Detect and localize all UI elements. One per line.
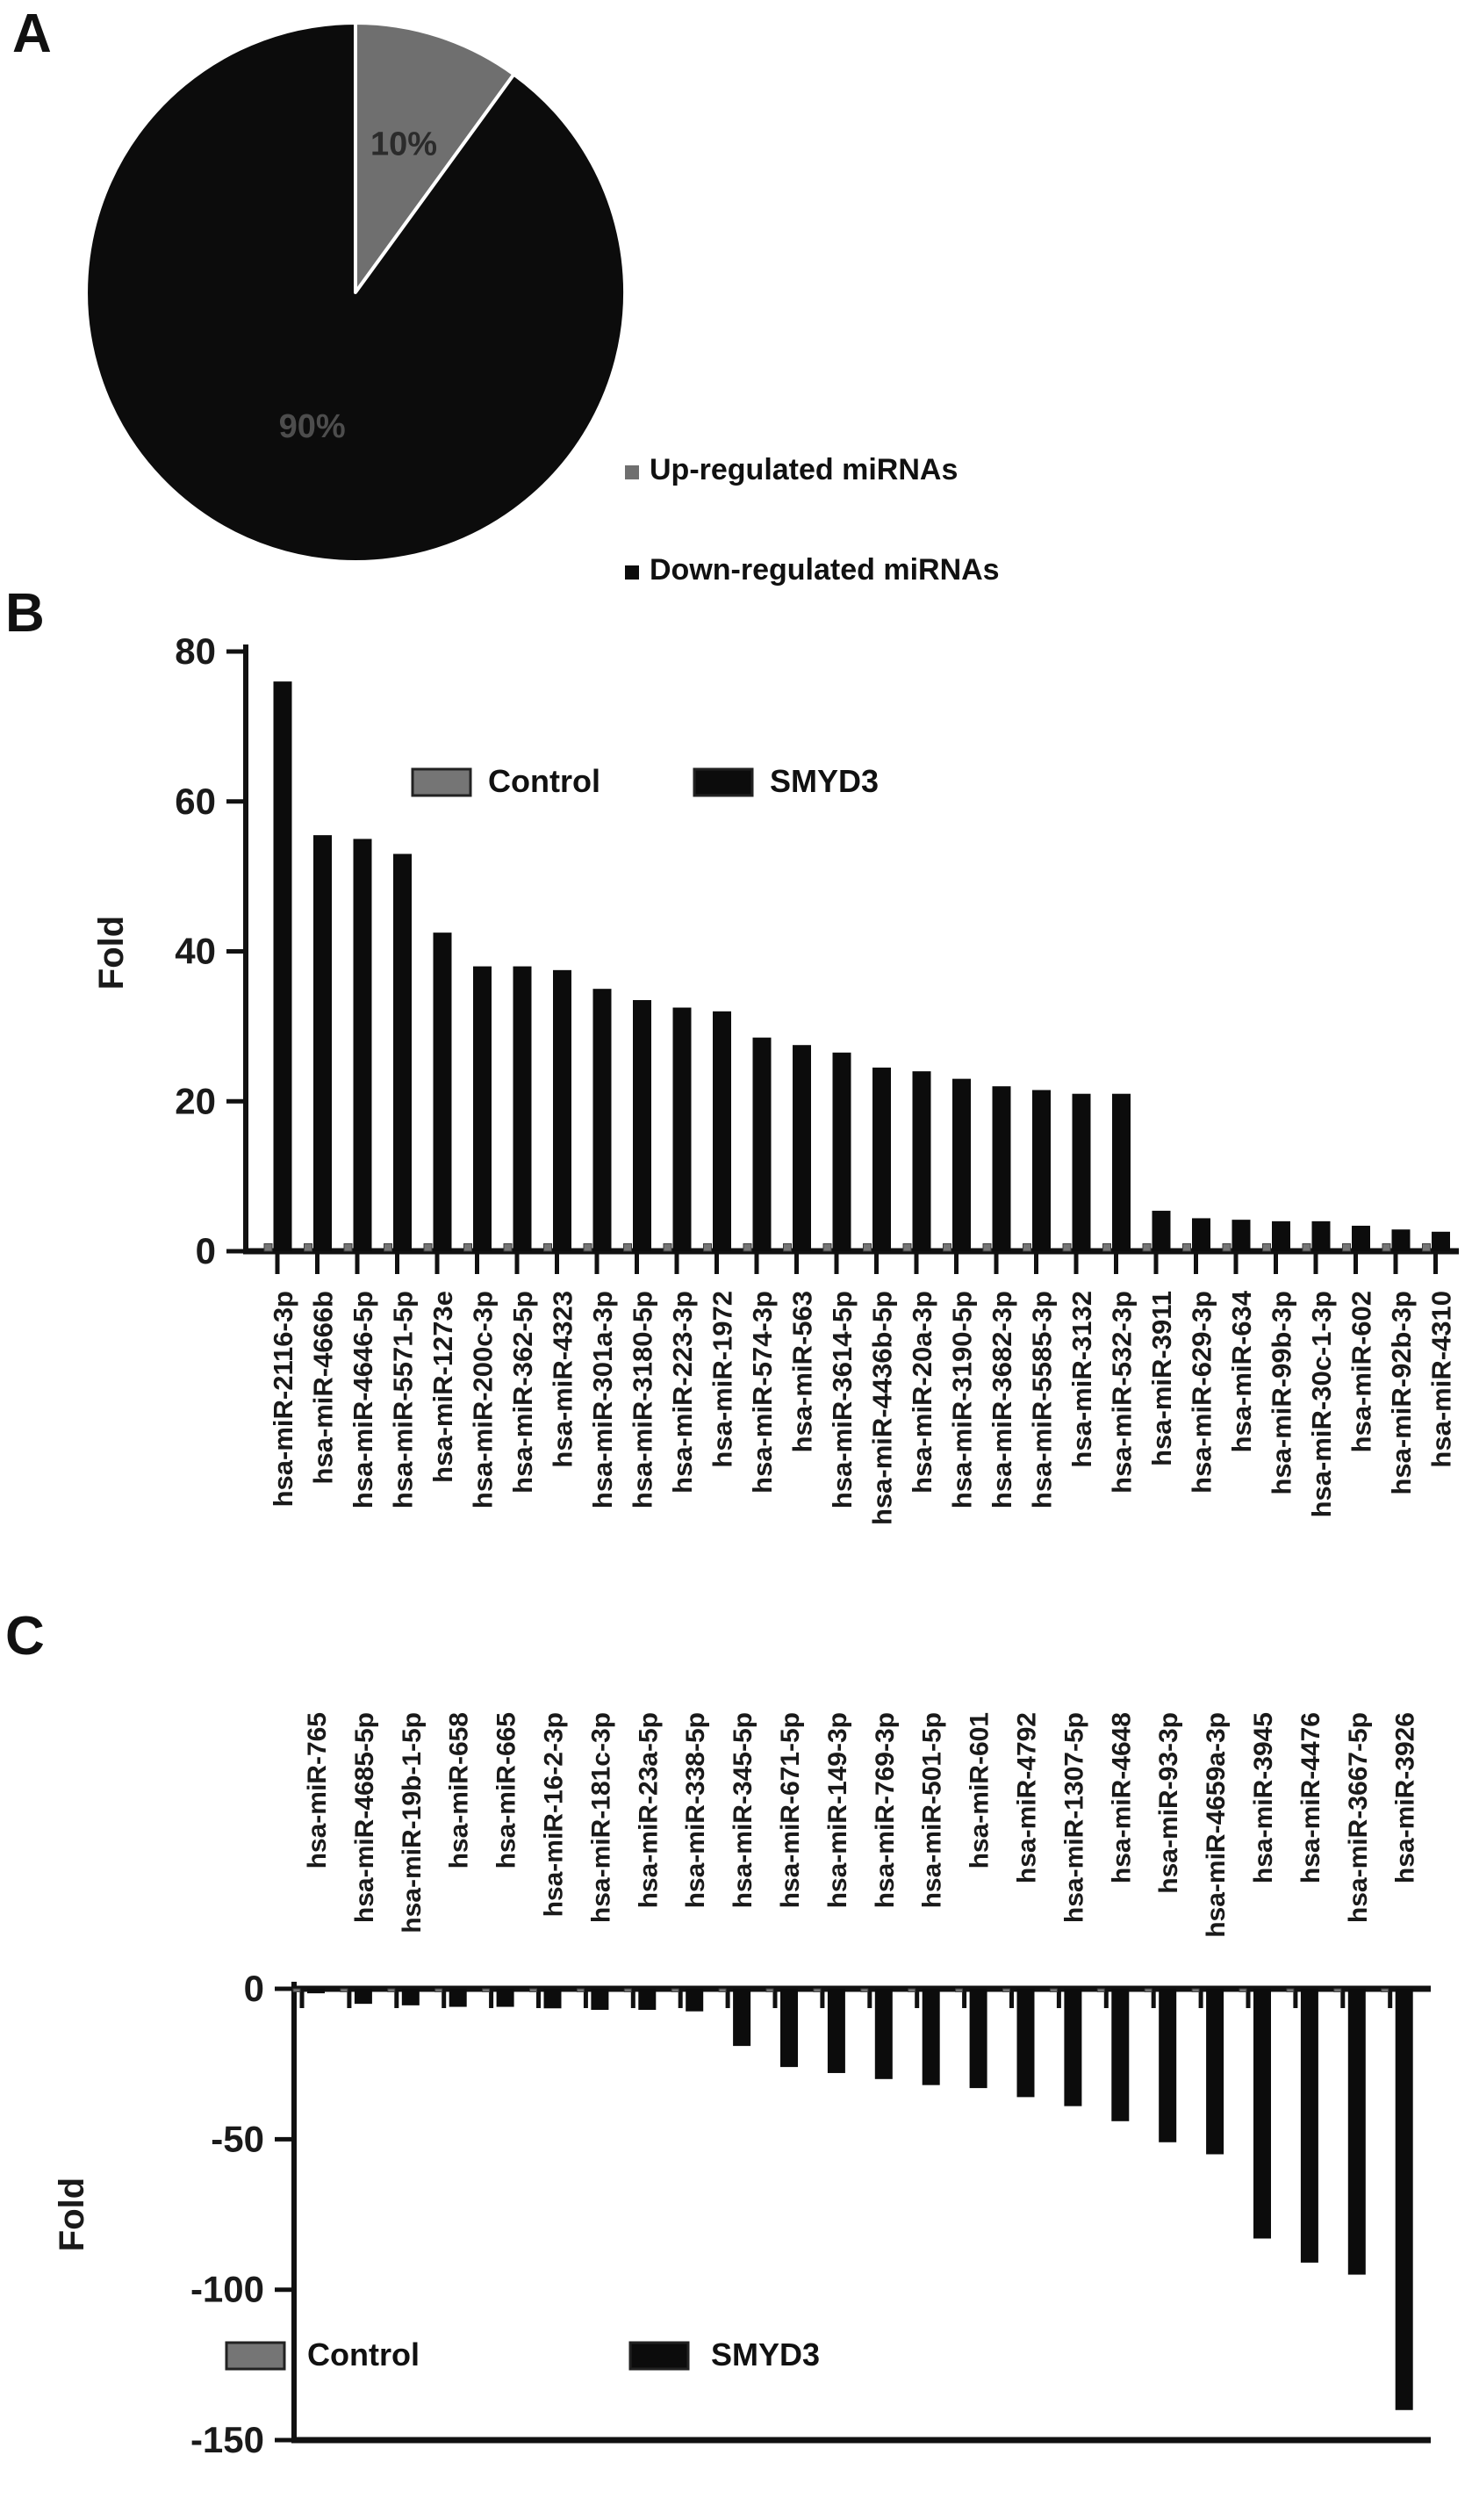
y-tick-label: 40 xyxy=(175,930,216,972)
smyd3-bar-hsa-miR-19b-1-5p xyxy=(402,1989,420,2005)
smyd3-bar-hsa-miR-634 xyxy=(1232,1220,1251,1251)
category-label: hsa-miR-99b-3p xyxy=(1266,1291,1297,1495)
smyd3-bar-hsa-miR-765 xyxy=(307,1989,325,1993)
category-label: hsa-miR-3180-5p xyxy=(627,1291,658,1509)
category-label: hsa-miR-200c-3p xyxy=(467,1291,499,1509)
control-bar-hsa-miR-23a-5p xyxy=(624,1989,631,1991)
smyd3-bar-hsa-miR-3190-5p xyxy=(952,1079,971,1251)
category-label: hsa-miR-4659a-3p xyxy=(1202,1712,1231,1938)
category-label: hsa-miR-501-5p xyxy=(917,1712,947,1909)
control-bar-hsa-miR-1307-5p xyxy=(1050,1989,1057,1991)
control-bar-hsa-miR-301a-3p xyxy=(584,1243,592,1251)
category-label: hsa-miR-3911 xyxy=(1146,1291,1177,1466)
control-bar-hsa-miR-2116-3p xyxy=(264,1243,272,1251)
control-bar-hsa-miR-532-3p xyxy=(1103,1243,1111,1251)
control-bar-hsa-miR-3667-5p xyxy=(1334,1989,1341,1991)
smyd3-bar-hsa-miR-4685-5p xyxy=(355,1989,372,2004)
control-bar-hsa-miR-200c-3p xyxy=(464,1243,472,1251)
category-label: hsa-miR-19b-1-5p xyxy=(397,1712,427,1933)
smyd3-bar-hsa-miR-3614-5p xyxy=(833,1053,851,1251)
legend-label-smyd3: SMYD3 xyxy=(770,763,880,799)
category-label: hsa-miR-4792 xyxy=(1012,1712,1042,1884)
category-label: hsa-miR-629-3p xyxy=(1186,1291,1217,1494)
category-label: hsa-miR-769-3p xyxy=(870,1712,900,1909)
smyd3-bar-hsa-miR-1273e xyxy=(434,932,452,1251)
smyd3-bar-hsa-miR-769-3p xyxy=(875,1989,893,2079)
control-bar-hsa-miR-1273e xyxy=(424,1243,432,1251)
smyd3-bar-hsa-miR-671-5p xyxy=(780,1989,798,2067)
control-bar-hsa-miR-19b-1-5p xyxy=(388,1989,395,1991)
smyd3-bar-hsa-miR-501-5p xyxy=(923,1989,940,2085)
category-label: hsa-miR-4323 xyxy=(547,1291,578,1468)
smyd3-bar-hsa-miR-4646-5p xyxy=(354,839,372,1251)
control-bar-hsa-miR-4476 xyxy=(1287,1989,1294,1991)
control-bar-hsa-miR-5571-5p xyxy=(384,1243,392,1251)
category-label: hsa-miR-20a-3p xyxy=(907,1291,937,1494)
legend-swatch-smyd3-icon xyxy=(694,769,752,796)
control-bar-hsa-miR-602 xyxy=(1343,1243,1351,1251)
smyd3-bar-hsa-miR-5571-5p xyxy=(393,854,412,1251)
category-label: hsa-miR-345-5p xyxy=(729,1712,758,1909)
category-label: hsa-miR-223-3p xyxy=(667,1291,698,1494)
control-bar-hsa-miR-20a-3p xyxy=(903,1243,911,1251)
control-bar-hsa-miR-4323 xyxy=(544,1243,552,1251)
category-label: hsa-miR-4666b xyxy=(307,1291,339,1485)
category-label: hsa-miR-1273e xyxy=(427,1291,458,1483)
control-bar-hsa-miR-181c-3p xyxy=(577,1989,584,1991)
pie-legend-swatch-down-icon xyxy=(625,565,639,580)
control-bar-hsa-miR-223-3p xyxy=(664,1243,671,1251)
smyd3-bar-hsa-miR-4792 xyxy=(1017,1989,1035,2097)
category-label: hsa-miR-338-5p xyxy=(681,1712,711,1909)
control-bar-hsa-miR-769-3p xyxy=(861,1989,868,1991)
category-label: hsa-miR-1972 xyxy=(707,1291,738,1468)
y-tick-label: -150 xyxy=(190,2419,264,2461)
smyd3-bar-hsa-miR-99b-3p xyxy=(1272,1221,1290,1251)
control-bar-hsa-miR-4646-5p xyxy=(344,1243,352,1251)
control-bar-hsa-miR-3911 xyxy=(1143,1243,1151,1251)
smyd3-bar-hsa-miR-1307-5p xyxy=(1064,1989,1081,2106)
control-bar-hsa-miR-634 xyxy=(1223,1243,1231,1251)
control-bar-hsa-miR-574-3p xyxy=(743,1243,751,1251)
pie-slice-down-regulated-mirnas xyxy=(86,23,625,562)
smyd3-bar-hsa-miR-20a-3p xyxy=(913,1071,931,1251)
smyd3-bar-hsa-miR-3682-3p xyxy=(993,1086,1011,1251)
category-label: hsa-miR-601 xyxy=(965,1712,994,1869)
control-bar-hsa-miR-4659a-3p xyxy=(1192,1989,1199,1991)
smyd3-bar-hsa-miR-30c-1-3p xyxy=(1312,1221,1331,1251)
legend-swatch-control-icon xyxy=(413,769,470,796)
smyd3-bar-hsa-miR-3180-5p xyxy=(633,1000,651,1251)
control-bar-hsa-miR-3926 xyxy=(1382,1989,1389,1991)
control-bar-hsa-miR-765 xyxy=(293,1989,300,1991)
category-label: hsa-miR-3945 xyxy=(1249,1712,1278,1884)
smyd3-bar-hsa-miR-92b-3p xyxy=(1392,1229,1411,1251)
smyd3-bar-hsa-miR-4323 xyxy=(553,970,571,1251)
smyd3-bar-hsa-miR-362-5p xyxy=(513,967,532,1251)
smyd3-bar-hsa-miR-93-3p xyxy=(1159,1989,1176,2142)
category-label: hsa-miR-3667-5p xyxy=(1343,1712,1373,1924)
pie-chart-panel-a xyxy=(86,23,1000,587)
panel-c-letter: C xyxy=(5,1606,45,1667)
control-bar-hsa-miR-4792 xyxy=(1003,1989,1010,1991)
smyd3-bar-hsa-miR-658 xyxy=(449,1989,467,2007)
category-label: hsa-miR-23a-5p xyxy=(634,1712,664,1909)
category-label: hsa-miR-16-2-3p xyxy=(539,1712,569,1918)
control-bar-hsa-miR-93-3p xyxy=(1145,1989,1152,1991)
control-bar-hsa-miR-4310 xyxy=(1423,1243,1431,1251)
category-label: hsa-miR-671-5p xyxy=(776,1712,805,1909)
pie-slice-value-label: 10% xyxy=(370,126,438,163)
control-bar-hsa-miR-338-5p xyxy=(671,1989,679,1991)
category-label: hsa-miR-4310 xyxy=(1425,1291,1457,1468)
panel-c-bars xyxy=(53,1712,1431,2460)
control-bar-hsa-miR-601 xyxy=(956,1989,963,1991)
y-tick-label: 0 xyxy=(243,1968,264,2009)
smyd3-bar-hsa-miR-3132 xyxy=(1073,1094,1091,1251)
control-bar-hsa-miR-671-5p xyxy=(766,1989,773,1991)
control-bar-hsa-miR-4648 xyxy=(1097,1989,1104,1991)
panel-b-letter: B xyxy=(5,583,45,644)
legend-swatch-control-icon xyxy=(226,2343,284,2369)
category-label: hsa-miR-3132 xyxy=(1066,1291,1097,1468)
smyd3-bar-hsa-miR-3945 xyxy=(1253,1989,1271,2238)
smyd3-bar-hsa-miR-4648 xyxy=(1111,1989,1129,2121)
smyd3-bar-hsa-miR-574-3p xyxy=(753,1038,772,1251)
category-label: hsa-miR-301a-3p xyxy=(587,1291,618,1509)
smyd3-bar-hsa-miR-16-2-3p xyxy=(544,1989,562,2008)
category-label: hsa-miR-181c-3p xyxy=(586,1712,616,1924)
smyd3-bar-hsa-miR-532-3p xyxy=(1112,1094,1131,1251)
y-tick-label: -50 xyxy=(211,2118,264,2160)
category-label: hsa-miR-93-3p xyxy=(1154,1712,1184,1894)
smyd3-bar-hsa-miR-338-5p xyxy=(686,1989,703,2012)
category-label: hsa-miR-3190-5p xyxy=(946,1291,978,1509)
pie-legend-label: Down-regulated miRNAs xyxy=(650,553,1000,587)
control-bar-hsa-miR-3190-5p xyxy=(944,1243,951,1251)
panel-b-bars xyxy=(92,630,1459,1525)
category-label: hsa-miR-1307-5p xyxy=(1059,1712,1089,1924)
smyd3-bar-hsa-miR-3911 xyxy=(1152,1211,1171,1251)
smyd3-bar-hsa-miR-301a-3p xyxy=(593,989,612,1251)
category-label: hsa-miR-92b-3p xyxy=(1386,1291,1417,1495)
control-bar-hsa-miR-16-2-3p xyxy=(530,1989,537,1991)
control-bar-hsa-miR-4436b-5p xyxy=(864,1243,872,1251)
control-bar-hsa-miR-3682-3p xyxy=(983,1243,991,1251)
category-label: hsa-miR-563 xyxy=(786,1291,818,1453)
control-bar-hsa-miR-30c-1-3p xyxy=(1303,1243,1310,1251)
category-label: hsa-miR-532-3p xyxy=(1106,1291,1138,1494)
control-bar-hsa-miR-1972 xyxy=(704,1243,712,1251)
smyd3-bar-hsa-miR-4310 xyxy=(1432,1232,1450,1251)
smyd3-bar-hsa-miR-601 xyxy=(970,1989,987,2088)
legend-swatch-smyd3-icon xyxy=(630,2343,688,2369)
y-axis-title: Fold xyxy=(92,915,131,990)
smyd3-bar-hsa-miR-149-3p xyxy=(828,1989,845,2073)
control-bar-hsa-miR-362-5p xyxy=(504,1243,512,1251)
y-tick-label: 20 xyxy=(175,1080,216,1122)
y-tick-label: -100 xyxy=(190,2268,264,2310)
category-label: hsa-miR-665 xyxy=(492,1712,521,1869)
control-bar-hsa-miR-665 xyxy=(483,1989,490,1991)
legend-label-control: Control xyxy=(488,763,600,799)
control-bar-hsa-miR-149-3p xyxy=(814,1989,821,1991)
smyd3-bar-hsa-miR-200c-3p xyxy=(473,967,492,1251)
panel-a-letter: A xyxy=(12,4,52,64)
legend-label-smyd3: SMYD3 xyxy=(711,2336,821,2372)
category-label: hsa-miR-3682-3p xyxy=(987,1291,1017,1509)
control-bar-hsa-miR-3132 xyxy=(1063,1243,1071,1251)
smyd3-bar-hsa-miR-629-3p xyxy=(1192,1218,1210,1251)
control-bar-hsa-miR-92b-3p xyxy=(1382,1243,1390,1251)
smyd3-bar-hsa-miR-223-3p xyxy=(673,1008,692,1251)
pie-slice-value-label: 90% xyxy=(278,407,346,445)
category-label: hsa-miR-3614-5p xyxy=(827,1291,858,1509)
y-tick-label: 80 xyxy=(175,630,216,672)
category-label: hsa-miR-765 xyxy=(303,1712,332,1869)
control-bar-hsa-miR-563 xyxy=(784,1243,792,1251)
control-bar-hsa-miR-658 xyxy=(435,1989,442,1991)
y-axis-title: Fold xyxy=(53,2177,91,2252)
category-label: hsa-miR-574-3p xyxy=(747,1291,778,1494)
category-label: hsa-miR-4648 xyxy=(1107,1712,1137,1884)
category-label: hsa-miR-5585-3p xyxy=(1026,1291,1058,1509)
control-bar-hsa-miR-3180-5p xyxy=(624,1243,632,1251)
smyd3-bar-hsa-miR-345-5p xyxy=(733,1989,750,2046)
y-tick-label: 0 xyxy=(195,1230,216,1271)
smyd3-bar-hsa-miR-181c-3p xyxy=(591,1989,608,2010)
category-label: hsa-miR-4436b-5p xyxy=(866,1291,898,1526)
category-label: hsa-miR-602 xyxy=(1346,1291,1377,1453)
control-bar-hsa-miR-629-3p xyxy=(1183,1243,1191,1251)
category-label: hsa-miR-30c-1-3p xyxy=(1306,1291,1337,1518)
category-label: hsa-miR-5571-5p xyxy=(387,1291,419,1509)
control-bar-hsa-miR-4685-5p xyxy=(341,1989,348,1991)
control-bar-hsa-miR-501-5p xyxy=(908,1989,916,1991)
category-label: hsa-miR-362-5p xyxy=(507,1291,538,1494)
smyd3-bar-hsa-miR-4476 xyxy=(1301,1989,1318,2263)
control-bar-hsa-miR-345-5p xyxy=(719,1989,726,1991)
smyd3-bar-hsa-miR-3667-5p xyxy=(1348,1989,1366,2275)
category-label: hsa-miR-3926 xyxy=(1390,1712,1420,1884)
y-tick-label: 60 xyxy=(175,780,216,822)
control-bar-hsa-miR-5585-3p xyxy=(1023,1243,1031,1251)
smyd3-bar-hsa-miR-5585-3p xyxy=(1032,1090,1051,1251)
pie-legend-swatch-up-icon xyxy=(625,465,639,479)
category-label: hsa-miR-658 xyxy=(444,1712,474,1869)
pie-legend-label: Up-regulated miRNAs xyxy=(650,453,959,486)
smyd3-bar-hsa-miR-602 xyxy=(1352,1226,1370,1251)
category-label: hsa-miR-4476 xyxy=(1296,1712,1325,1884)
category-label: hsa-miR-149-3p xyxy=(822,1712,852,1909)
control-bar-hsa-miR-3945 xyxy=(1239,1989,1246,1991)
smyd3-bar-hsa-miR-563 xyxy=(793,1045,811,1251)
control-bar-hsa-miR-3614-5p xyxy=(823,1243,831,1251)
smyd3-bar-hsa-miR-2116-3p xyxy=(274,681,292,1251)
category-label: hsa-miR-2116-3p xyxy=(268,1291,298,1508)
control-bar-hsa-miR-4666b xyxy=(305,1243,312,1251)
control-bar-hsa-miR-99b-3p xyxy=(1263,1243,1271,1251)
category-label: hsa-miR-4685-5p xyxy=(349,1712,379,1924)
smyd3-bar-hsa-miR-665 xyxy=(497,1989,514,2007)
smyd3-bar-hsa-miR-1972 xyxy=(713,1012,731,1251)
smyd3-bar-hsa-miR-4666b xyxy=(313,835,332,1251)
smyd3-bar-hsa-miR-23a-5p xyxy=(638,1989,656,2010)
smyd3-bar-hsa-miR-4659a-3p xyxy=(1206,1989,1224,2154)
category-label: hsa-miR-634 xyxy=(1226,1291,1257,1453)
smyd3-bar-hsa-miR-3926 xyxy=(1396,1989,1413,2410)
smyd3-bar-hsa-miR-4436b-5p xyxy=(872,1068,891,1251)
category-label: hsa-miR-4646-5p xyxy=(348,1291,378,1509)
legend-label-control: Control xyxy=(307,2336,420,2372)
